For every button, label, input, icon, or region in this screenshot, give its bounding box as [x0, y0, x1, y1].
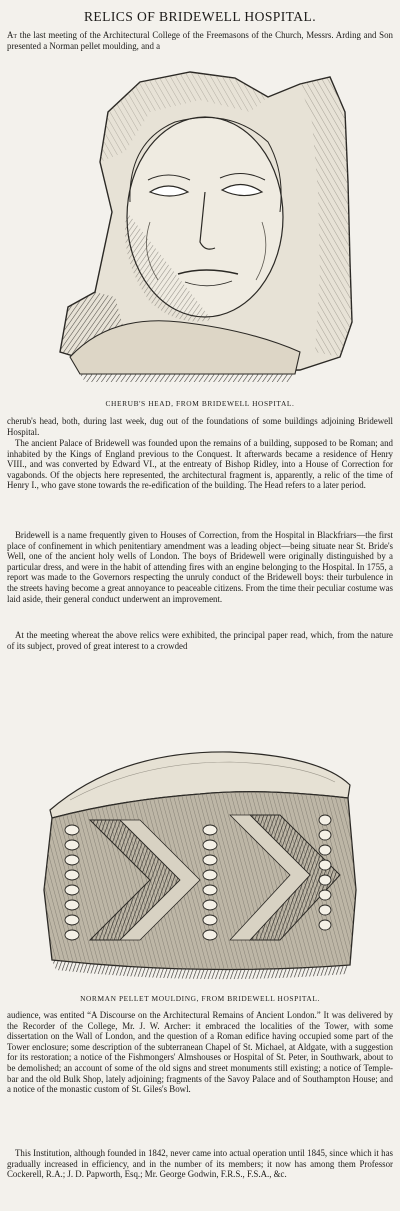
section2-paragraph: At the meeting whereat the above relics were exhibited, the principal paper read, which, from the nature of its subject, proved of great interest to a crowded — [7, 630, 393, 651]
intro-paragraph — [7, 30, 393, 51]
pellet-caption: NORMAN PELLET MOULDING, FROM BRIDEWELL HOSPITAL. — [80, 994, 320, 1003]
intro-text: the last meeting of the Architectural College of the Freemasons of the Church, Messrs. Arding and Son presented a Norman pellet moulding, and a — [7, 30, 393, 51]
section3-para-1: audience, was entited “A Discourse on the Architectural Remains of Ancient London.” It was delivered by the Recorder of the College, Mr. J. W. Archer: it embraced the localities of the Tower, with some dissertation on the Wall of London, and the question of a Roman edifice having occupied some part of the Tower enclosure; some description of the subterranean Chapel of St. Michael, at Aldgate, with a suggestion for its restoration; a notice of the Fishmongers' Almshouses or Hospital of St. Peter, in Southwark, about to be demolished; an account of some of the old signs and street monuments still existing; a notice of Temple-bar and the old Bulk Shop, lately adjoining; fragments of the Savoy Palace and of Southampton House; and a notice of the monastic custom of St. Giles's Bowl. — [7, 1010, 393, 1095]
cherub-caption: CHERUB'S HEAD, FROM BRIDEWELL HOSPITAL. — [105, 399, 295, 408]
article-title: RELICS OF BRIDEWELL HOSPITAL. — [83, 9, 317, 24]
section1-para-2: The ancient Palace of Bridewell was founded upon the remains of a building, supposed to be Roman; and inhabited by the Kings of England previous to the Conquest. It afterwards became a residence of Henry VIII., and was converted by Edward VI., at the entreaty of Bishop Ridley, into a House of Correction for vagabonds. Of the objects here represented, the architectural fragment is, apparently, a relic of the time of Henry I., who gave stone towards the re-edification of the building. The Head refers to a later period. — [7, 438, 393, 491]
section3-para-2: This Institution, although founded in 1842, never came into actual operation until 1845, since which it has gradually increased in efficiency, and in the number of its members; it now has among them Professor Cockerell, R.A.; J. D. Papworth, Esq.; Mr. George Godwin, F.R.S., F.S.A., &c. — [7, 1148, 393, 1180]
cherub-head-engraving — [0, 52, 400, 392]
section1-para-3: Bridewell is a name frequently given to Houses of Correction, from the Hospital in Blackfriars—the first place of confinement in which penitentiary amendment was a leading object—being situate near St. Bride's Well, one of the ancient holy wells of London. The boys of Bridewell were originally distinguished by a particular dress, and were in the habit of attending fires with an engine belonging to the Hospital. In 1755, a report was made to the Governors respecting the unruly conduct of the Bridewell boys: their turbulence in the streets having become a great annoyance to peaceable citizens. From the time their peculiar costume was laid aside, their general conduct underwent an improvement. — [7, 530, 393, 604]
intro-dropcap: At — [7, 30, 18, 40]
pellet-moulding-engraving — [0, 690, 400, 990]
section1-para-1: cherub's head, both, during last week, dug out of the foundations of some buildings adjoining Bridewell Hospital. — [7, 416, 393, 437]
